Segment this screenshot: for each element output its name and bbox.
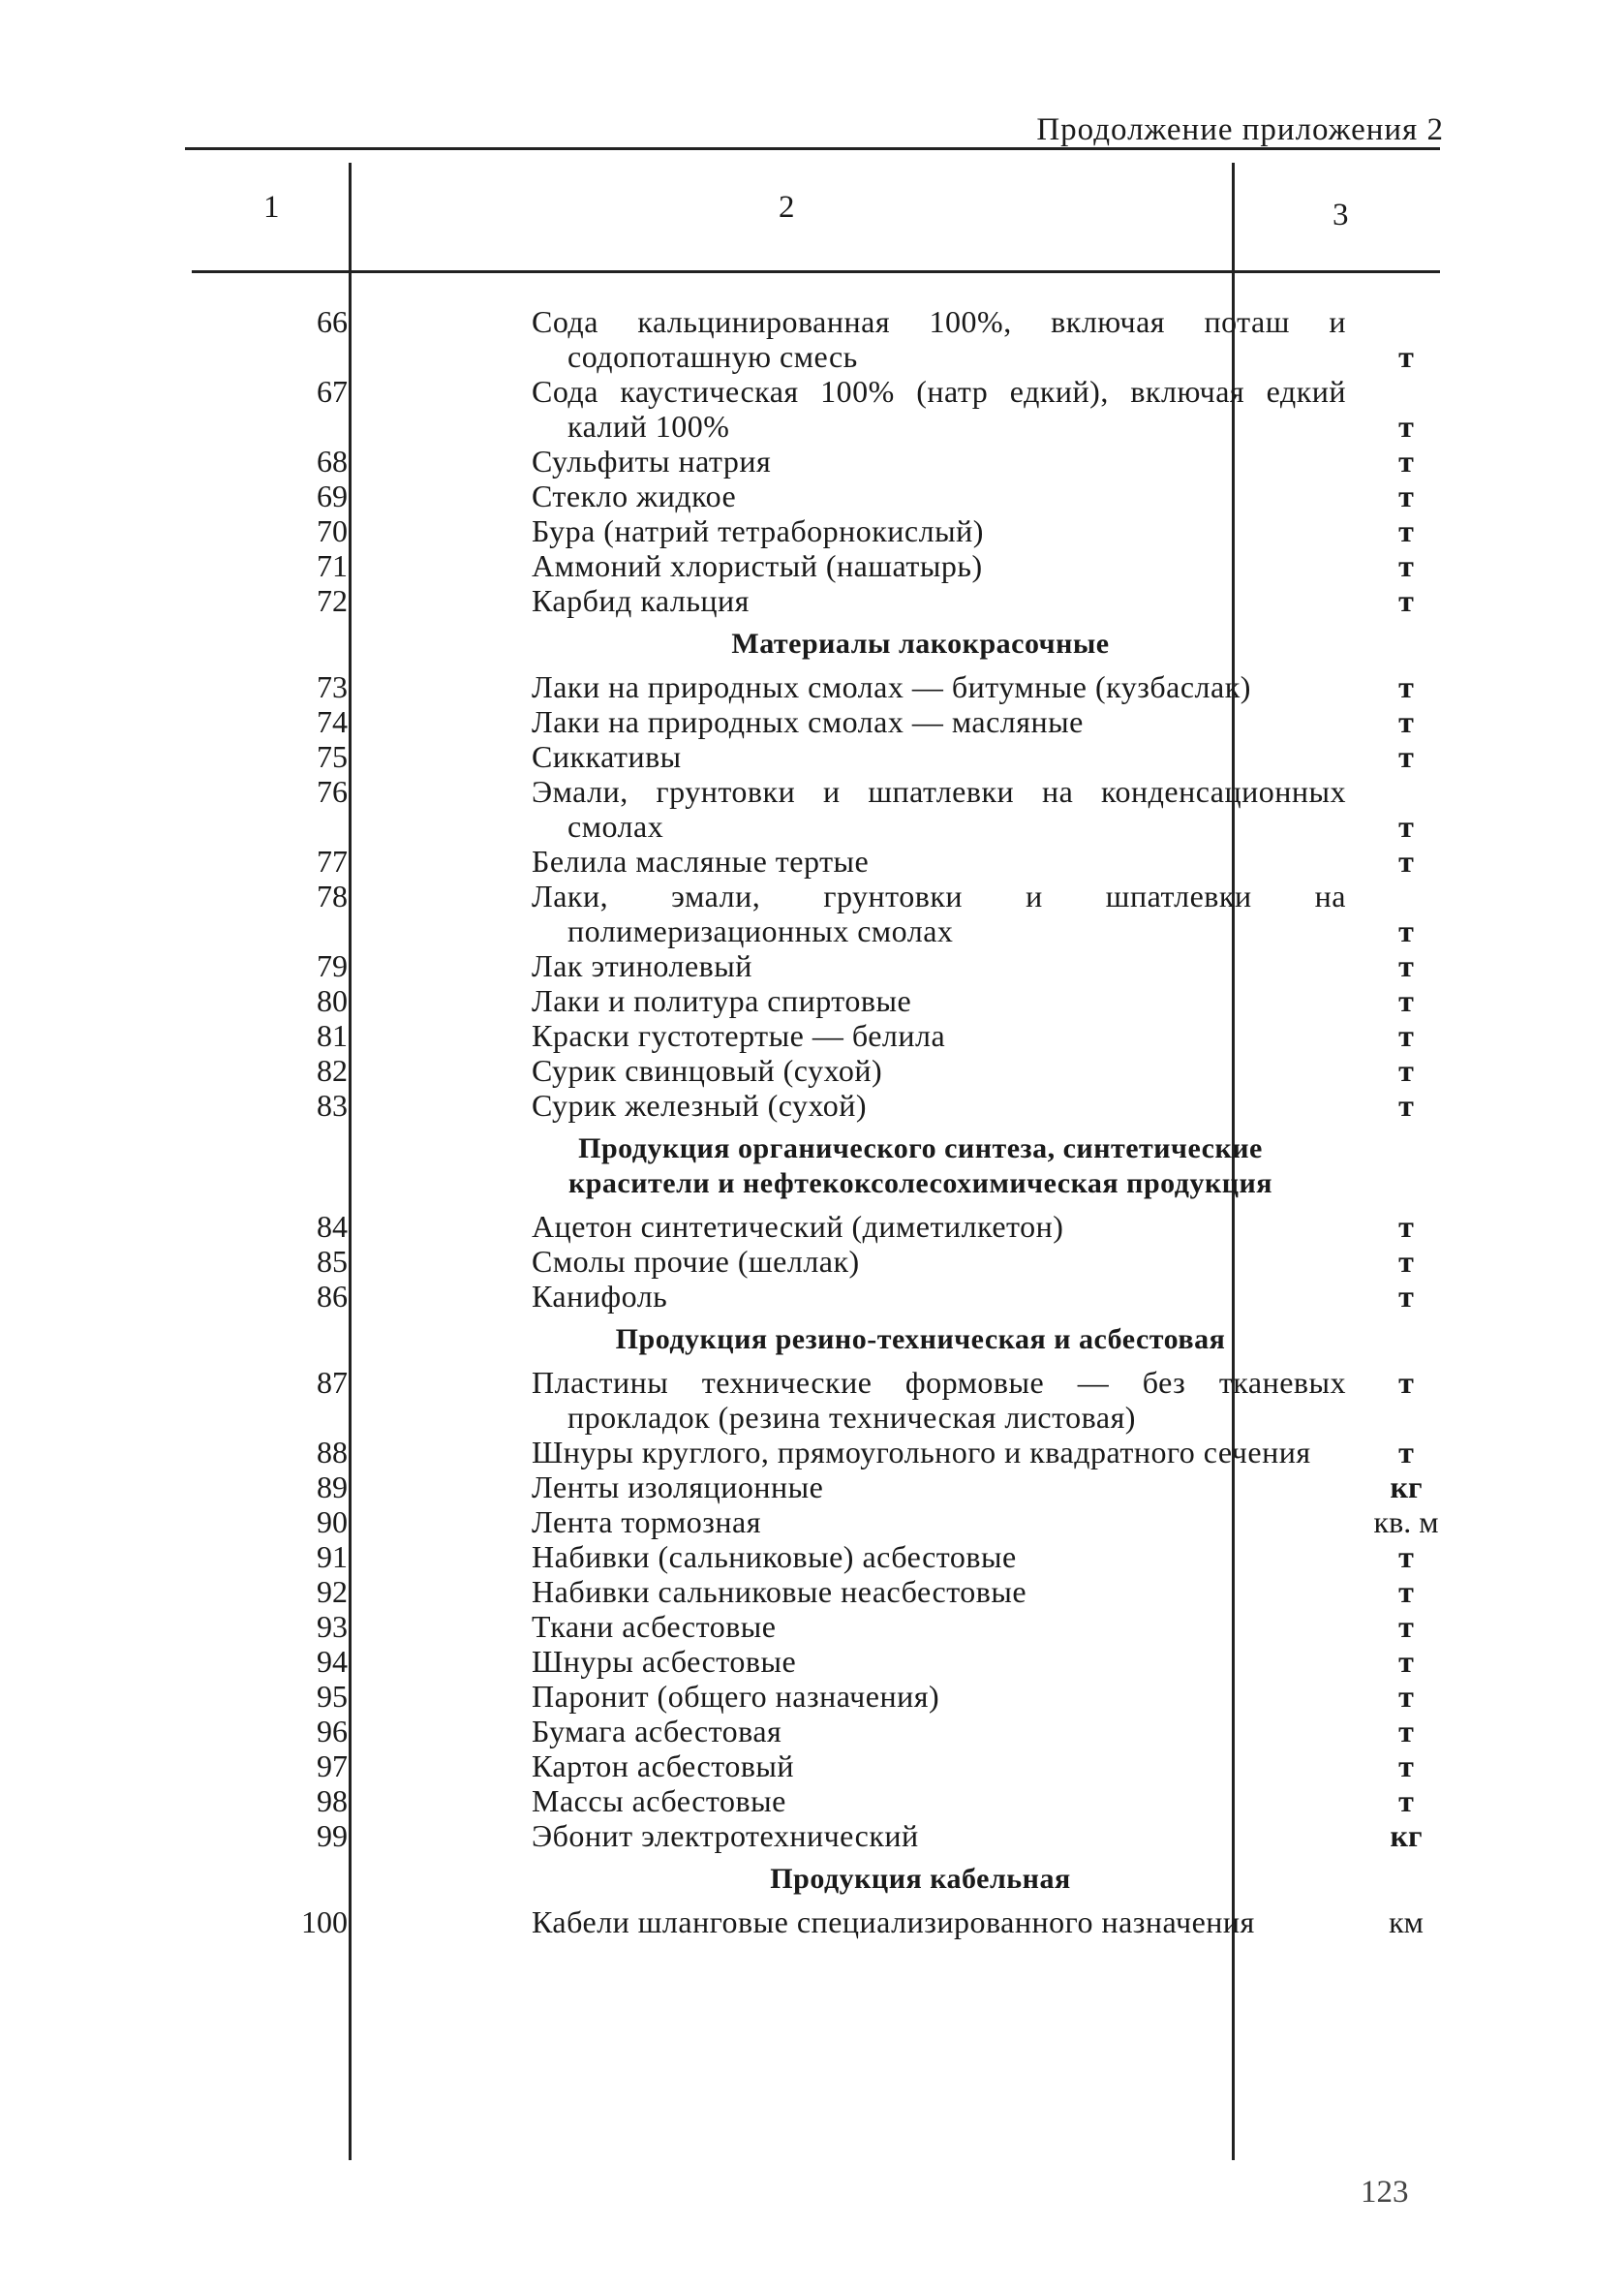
item-name-text: Сурик свинцовый (сухой) bbox=[532, 1053, 883, 1088]
item-number: 86 bbox=[317, 1279, 348, 1314]
header-rule bbox=[192, 270, 1440, 273]
column-header-3: 3 bbox=[1333, 198, 1349, 232]
item-number: 68 bbox=[317, 444, 348, 479]
item-name-text: Бура (натрий тетраборнокислый) bbox=[532, 513, 984, 548]
item-unit: т bbox=[1398, 844, 1414, 879]
item-name-text: Набивки (сальниковые) асбестовые bbox=[532, 1539, 1017, 1574]
item-name-text: Бумага асбестовая bbox=[532, 1714, 782, 1748]
item-name-text: Краски густотертые — белила bbox=[532, 1018, 946, 1053]
table-row bbox=[192, 1904, 1440, 1939]
item-unit: т bbox=[1398, 513, 1414, 548]
section-heading bbox=[192, 618, 1440, 669]
item-unit: т bbox=[1398, 948, 1414, 983]
item-name-text: Канифоль bbox=[532, 1279, 668, 1314]
item-name-text: Лаки и политура спиртовые bbox=[532, 983, 912, 1018]
table-row bbox=[192, 1469, 1440, 1504]
item-number: 75 bbox=[317, 739, 348, 774]
table-row bbox=[192, 304, 1440, 374]
item-number: 78 bbox=[317, 879, 348, 913]
section-heading bbox=[192, 1853, 1440, 1904]
item-name-text: Картон асбестовый bbox=[532, 1748, 795, 1783]
table-row bbox=[192, 1365, 1440, 1435]
item-unit: т bbox=[1398, 1435, 1414, 1469]
table-row bbox=[192, 1609, 1440, 1644]
table-row bbox=[192, 1209, 1440, 1244]
item-number: 91 bbox=[317, 1539, 348, 1574]
item-unit: т bbox=[1398, 1609, 1414, 1644]
item-unit: т bbox=[1398, 704, 1414, 739]
section-heading-text: Материалы лакокрасочные bbox=[731, 628, 1110, 660]
section-heading bbox=[192, 1314, 1440, 1365]
item-number: 69 bbox=[317, 479, 348, 513]
table-row bbox=[192, 548, 1440, 583]
item-number: 80 bbox=[317, 983, 348, 1018]
item-unit: кг bbox=[1390, 1469, 1423, 1504]
table-row bbox=[192, 1018, 1440, 1053]
item-name-text: Лак этинолевый bbox=[532, 948, 752, 983]
item-number: 96 bbox=[317, 1714, 348, 1748]
item-number: 83 bbox=[317, 1088, 348, 1123]
table-row bbox=[192, 1574, 1440, 1609]
table-row bbox=[192, 1244, 1440, 1279]
table-row bbox=[192, 1053, 1440, 1088]
item-number: 71 bbox=[317, 548, 348, 583]
item-unit: т bbox=[1398, 583, 1414, 618]
item-number: 79 bbox=[317, 948, 348, 983]
item-unit: т bbox=[1398, 913, 1414, 948]
item-number: 82 bbox=[317, 1053, 348, 1088]
table-row bbox=[192, 583, 1440, 618]
item-number: 90 bbox=[317, 1504, 348, 1539]
item-name-text: Паронит (общего назначения) bbox=[532, 1679, 940, 1714]
item-number: 99 bbox=[317, 1818, 348, 1853]
item-name-text: Ленты изоляционные bbox=[532, 1469, 824, 1504]
table-row bbox=[192, 948, 1440, 983]
item-name-text: Лаки, эмали, грунтовки и шпатлевки на полимеризационных смолах bbox=[532, 879, 1346, 948]
item-number: 77 bbox=[317, 844, 348, 879]
item-unit: т bbox=[1398, 1053, 1414, 1088]
item-name-text: Сода кальцинированная 100%, включая поташ и содопоташную смесь bbox=[532, 304, 1346, 374]
item-unit: т bbox=[1398, 1783, 1414, 1818]
table-row bbox=[192, 444, 1440, 479]
item-name-text: Сиккативы bbox=[532, 739, 682, 774]
column-header-1: 1 bbox=[263, 190, 280, 225]
item-number: 74 bbox=[317, 704, 348, 739]
item-name-text: Сульфиты натрия bbox=[532, 444, 772, 479]
item-name-text: Лента тормозная bbox=[532, 1504, 761, 1539]
item-unit: т bbox=[1398, 1748, 1414, 1783]
item-unit: т bbox=[1398, 739, 1414, 774]
table-row bbox=[192, 1748, 1440, 1783]
top-rule bbox=[185, 147, 1440, 150]
item-unit: т bbox=[1398, 1714, 1414, 1748]
table-row bbox=[192, 879, 1440, 948]
item-name-text: Карбид кальция bbox=[532, 583, 750, 618]
table-row bbox=[192, 844, 1440, 879]
item-number: 76 bbox=[317, 774, 348, 809]
item-number: 70 bbox=[317, 513, 348, 548]
table-row bbox=[192, 1539, 1440, 1574]
table-row bbox=[192, 1644, 1440, 1679]
item-name-text: Набивки сальниковые неасбестовые bbox=[532, 1574, 1027, 1609]
item-number: 98 bbox=[317, 1783, 348, 1818]
item-name-text: Кабели шланговые специализированного назначения bbox=[532, 1904, 1255, 1939]
table-row bbox=[192, 1504, 1440, 1539]
item-unit: т bbox=[1398, 1279, 1414, 1314]
item-name-text: Стекло жидкое bbox=[532, 479, 737, 513]
item-unit: т bbox=[1398, 1018, 1414, 1053]
table-row bbox=[192, 374, 1440, 444]
item-unit: т bbox=[1398, 479, 1414, 513]
item-unit: кг bbox=[1390, 1818, 1423, 1853]
item-number: 66 bbox=[317, 304, 348, 339]
table-body bbox=[192, 304, 1440, 1939]
item-name-text: Белила масляные тертые bbox=[532, 844, 870, 879]
table-row bbox=[192, 739, 1440, 774]
item-unit: т bbox=[1398, 1644, 1414, 1679]
item-name-text: Шнуры асбестовые bbox=[532, 1644, 797, 1679]
table-row bbox=[192, 1279, 1440, 1314]
item-number: 84 bbox=[317, 1209, 348, 1244]
item-unit: т bbox=[1398, 339, 1414, 374]
section-heading-text: Продукция кабельная bbox=[770, 1863, 1071, 1895]
table-row bbox=[192, 1088, 1440, 1123]
table-row bbox=[192, 1714, 1440, 1748]
table-row bbox=[192, 1818, 1440, 1853]
item-name-text: Лаки на природных смолах — битумные (кузбаслак) bbox=[532, 669, 1251, 704]
item-number: 85 bbox=[317, 1244, 348, 1279]
item-unit: т bbox=[1398, 1574, 1414, 1609]
item-number: 81 bbox=[317, 1018, 348, 1053]
item-unit: т bbox=[1398, 1209, 1414, 1244]
column-header-2: 2 bbox=[779, 190, 795, 225]
item-unit: т bbox=[1398, 1244, 1414, 1279]
item-number: 67 bbox=[317, 374, 348, 409]
item-name-text: Шнуры круглого, прямоугольного и квадратного сечения bbox=[532, 1435, 1311, 1469]
item-name-text: Смолы прочие (шеллак) bbox=[532, 1244, 860, 1279]
table-row bbox=[192, 774, 1440, 844]
item-name-text: Ткани асбестовые bbox=[532, 1609, 777, 1644]
item-unit: т bbox=[1398, 409, 1414, 444]
table-row bbox=[192, 513, 1440, 548]
item-name-text: Сурик железный (сухой) bbox=[532, 1088, 868, 1123]
section-heading bbox=[192, 1123, 1440, 1209]
item-unit: кв. м bbox=[1373, 1504, 1439, 1539]
item-number: 97 bbox=[317, 1748, 348, 1783]
item-name-text: Аммоний хлористый (нашатырь) bbox=[532, 548, 983, 583]
item-unit: т bbox=[1398, 1088, 1414, 1123]
table-row bbox=[192, 669, 1440, 704]
item-unit: т bbox=[1398, 444, 1414, 479]
item-unit: т bbox=[1398, 1365, 1414, 1400]
item-number: 94 bbox=[317, 1644, 348, 1679]
item-number: 95 bbox=[317, 1679, 348, 1714]
item-number: 89 bbox=[317, 1469, 348, 1504]
table-row bbox=[192, 1679, 1440, 1714]
item-unit: т bbox=[1398, 1539, 1414, 1574]
item-name-text: Массы асбестовые bbox=[532, 1783, 786, 1818]
section-heading-text: Продукция резино-техническая и асбестовая bbox=[615, 1323, 1226, 1355]
table-row bbox=[192, 1435, 1440, 1469]
item-unit: т bbox=[1398, 809, 1414, 844]
item-number: 92 bbox=[317, 1574, 348, 1609]
item-unit: т bbox=[1398, 548, 1414, 583]
running-title: Продолжение приложения 2 bbox=[1036, 112, 1444, 147]
table-row bbox=[192, 1783, 1440, 1818]
item-name-text: Эмали, грунтовки и шпатлевки на конденсационных смолах bbox=[532, 774, 1346, 844]
item-number: 73 bbox=[317, 669, 348, 704]
table-row bbox=[192, 479, 1440, 513]
item-number: 72 bbox=[317, 583, 348, 618]
section-heading-text: Продукция органического синтеза, синтетические красители и нефтекоксолесохимическая продукция bbox=[567, 1132, 1273, 1199]
item-name-text: Сода каустическая 100% (натр едкий), включая едкий калий 100% bbox=[532, 374, 1346, 444]
page-number: 123 bbox=[1361, 2175, 1409, 2210]
table-row bbox=[192, 704, 1440, 739]
item-number: 100 bbox=[301, 1904, 348, 1939]
item-unit: т bbox=[1398, 983, 1414, 1018]
item-number: 88 bbox=[317, 1435, 348, 1469]
table-row bbox=[192, 983, 1440, 1018]
item-name-text: Ацетон синтетический (диметилкетон) bbox=[532, 1209, 1064, 1244]
item-name-text: Эбонит электротехнический bbox=[532, 1818, 919, 1853]
item-name-text: Пластины технические формовые — без тканевых прокладок (резина техническая листовая) bbox=[532, 1365, 1346, 1435]
item-number: 93 bbox=[317, 1609, 348, 1644]
item-unit: км bbox=[1389, 1904, 1424, 1939]
item-name-text: Лаки на природных смолах — масляные bbox=[532, 704, 1084, 739]
item-unit: т bbox=[1398, 669, 1414, 704]
item-number: 87 bbox=[317, 1365, 348, 1400]
item-unit: т bbox=[1398, 1679, 1414, 1714]
